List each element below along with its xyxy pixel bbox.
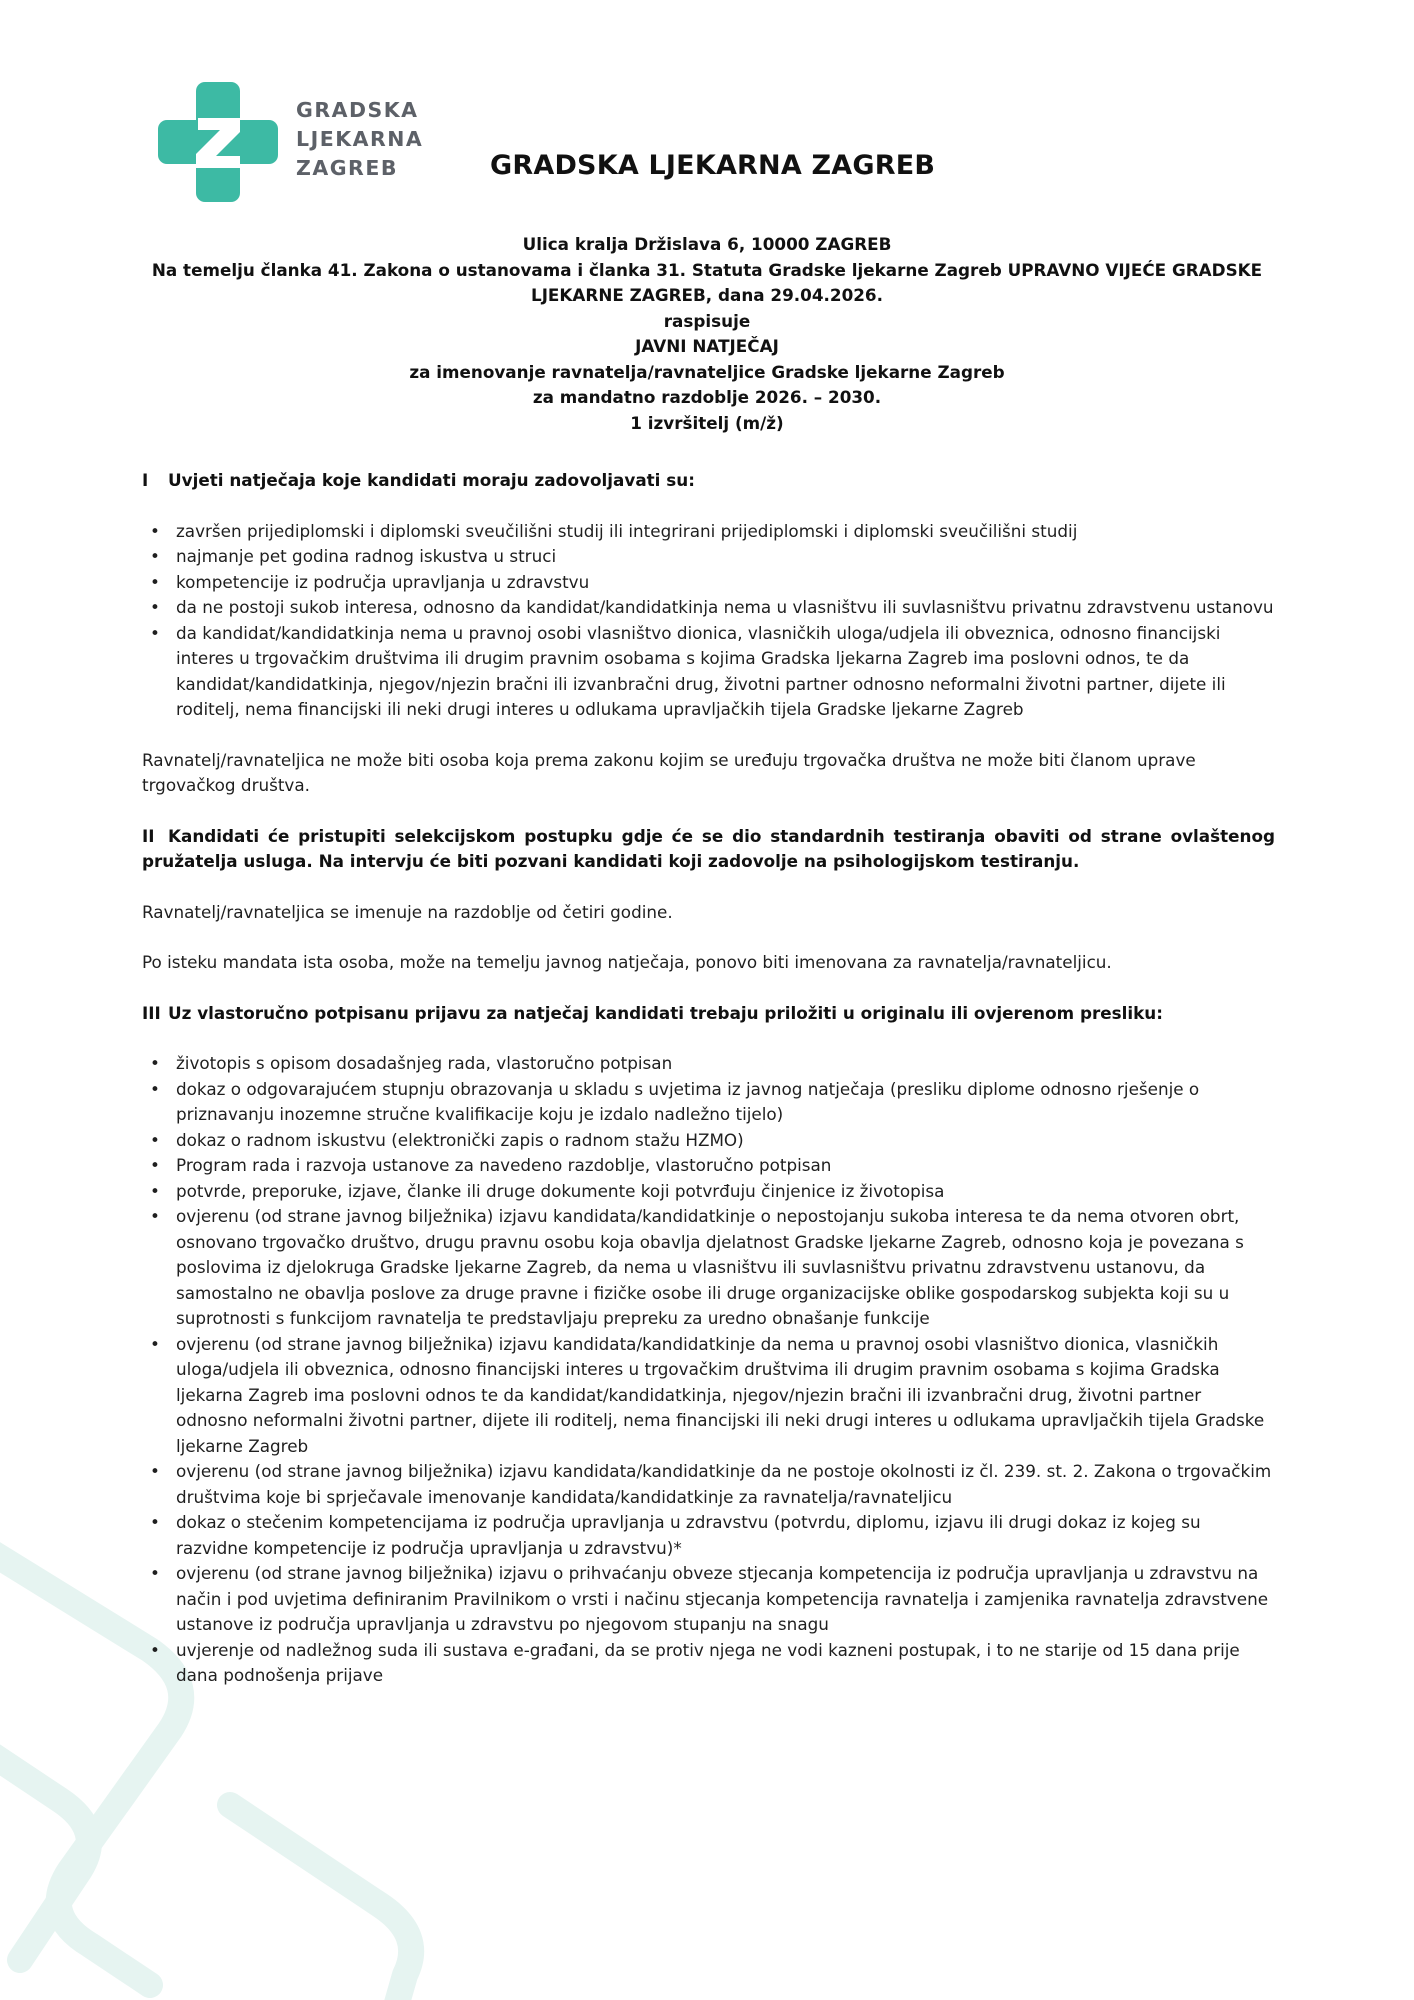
header-line: JAVNI NATJEČAJ [635, 336, 779, 356]
paragraph: Po isteku mandata ista osoba, može na temelju javnog natječaja, ponovo biti imenovana za ravnatelja/ravnateljicu. [142, 952, 1112, 972]
header-line: za imenovanje ravnatelja/ravnateljice Gradske ljekarne Zagreb [409, 361, 1005, 382]
logo-word: GRADSKA [296, 98, 419, 122]
logo-wordmark [296, 96, 423, 183]
section-number: I [142, 470, 149, 490]
list-item: • da ne postoji sukob interesa, odnosno da kandidat/kandidatkinja nema u vlasništvu ili suvlasništvu privatnu zdravstvenu ustanovu [142, 595, 1275, 621]
list-item: • završen prijediplomski i diplomski sveučilišni studij ili integrirani prijediplomski i diplomski sveučilišni studij [142, 519, 1275, 545]
brand-logo [156, 80, 456, 210]
list-item: • životopis s opisom dosadašnjeg rada, vlastoručno potpisan [142, 1051, 1275, 1077]
logo-word: LJEKARNA [296, 127, 424, 151]
list-item: • dokaz o odgovarajućem stupnju obrazovanja u skladu s uvjetima iz javnog natječaja (presliku diplome odnosno rješenje o priznavanju inozemne stručne kvalifikacije koju je izdalo nadležno tijelo) [142, 1077, 1275, 1128]
list-item: • ovjerenu (od strane javnog bilježnika) izjavu kandidata/kandidatkinje da ne postoje okolnosti iz čl. 239. st. 2. Zakona o trgovačkim društvima koje bi sprječavale imenovanje kandidata/kandidatkinje za ravnatelja/ravnateljicu [142, 1459, 1275, 1510]
document-body [142, 468, 1275, 1689]
section-2-heading [142, 824, 1275, 875]
list-item: • kompetencije iz područja upravljanja u zdravstvu [142, 570, 1275, 596]
section-3-list [142, 1051, 1275, 1689]
section-heading-text: Uvjeti natječaja koje kandidati moraju zadovoljavati su: [168, 470, 695, 490]
page-title: GRADSKA LJEKARNA ZAGREB [490, 150, 936, 181]
section-1-list [142, 519, 1275, 723]
list-item: • da kandidat/kandidatkinja nema u pravnoj osobi vlasništvo dionica, vlasničkih uloga/udjela ili obveznica, odnosno financijski interes u trgovačkim društvima ili drugim pravnim osobama s kojima Gradska ljekarna Zagreb ima poslovni odnos, te da kandidat/kandidatkinja, njegov/njezin bračni ili izvanbračni drug, životni partner odnosno neformalni životni partner, dijete ili roditelj, nema financijski ili neki drugi interes u odlukama upravljačkih tijela Gradske ljekarne Zagreb [142, 621, 1275, 723]
list-item: • potvrde, preporuke, izjave, članke ili druge dokumente koji potvrđuju činjenice iz životopisa [142, 1179, 1275, 1205]
header-block [140, 232, 1274, 436]
paragraph: Ravnatelj/ravnateljica se imenuje na razdoblje od četiri godine. [142, 901, 673, 922]
list-item: • dokaz o stečenim kompetencijama iz područja upravljanja u zdravstvu (potvrdu, diplomu, izjavu ili drugi dokaz iz kojeg su razvidne kompetencije iz područja upravljanja u zdravstvu)* [142, 1510, 1275, 1561]
section-number: III [142, 1002, 161, 1023]
list-item: • uvjerenje od nadležnog suda ili sustava e-građani, da se protiv njega ne vodi kazneni postupak, i to ne starije od 15 dana prije dana podnošenja prijave [142, 1638, 1275, 1689]
list-item: • ovjerenu (od strane javnog bilježnika) izjavu o prihvaćanju obveze stjecanja kompetencija iz područja upravljanja u zdravstvu na način i pod uvjetima definiranim Pravilnikom o vrsti i načinu stjecanja kompetencija ravnatelja i zamjenika ravnatelja zdravstvene ustanove iz područja upravljanja u zdravstvu po njegovom stupanju na snagu [142, 1561, 1275, 1638]
section-heading-text: Uz vlastoručno potpisanu prijavu za natječaj kandidati trebaju priložiti u originalu ili ovjerenom presliku: [168, 1002, 1163, 1023]
list-item: • dokaz o radnom iskustvu (elektronički zapis o radnom stažu HZMO) [142, 1128, 1275, 1154]
section-3-heading [142, 1001, 1275, 1027]
section-number: II [142, 825, 155, 846]
header-address: Ulica kralja Držislava 6, 10000 ZAGREB [522, 234, 892, 254]
list-item: • ovjerenu (od strane javnog bilježnika) izjavu kandidata/kandidatkinje o nepostojanju sukoba interesa te da nema otvoren obrt, osnovano trgovačko društvo, drugu pravnu osobu koja obavlja djelatnost Gradske ljekarne Zagreb, odnosno koja je povezana s poslovima iz djelokruga Gradske ljekarne Zagreb, da nema u vlasništvu ili suvlasništvu privatnu zdravstvenu ustanovu, da samostalno ne obavlja poslove za druge pravne i fizičke osobe ili druge organizacijske oblike gospodarskog subjekta koji su u suprotnosti s funkcijom ravnatelja te predstavljaju prepreku za uredno obnašanje funkcije [142, 1204, 1275, 1332]
section-heading-text: Kandidati će pristupiti selekcijskom postupku gdje će se dio standardnih testiranja obaviti od strane ovlaštenog pružatelja usluga. Na intervju će biti pozvani kandidati koji zadovolje na psihologijskom testiranju. [142, 825, 1275, 871]
list-item: • najmanje pet godina radnog iskustva u struci [142, 544, 1275, 570]
section-1-note: Ravnatelj/ravnateljica ne može biti osoba koja prema zakonu kojim se uređuju trgovačka društva ne može biti članom uprave trgovačkog društva. [142, 749, 1196, 795]
cross-z-logo-icon [156, 80, 280, 204]
list-item: • Program rada i razvoja ustanove za navedeno razdoblje, vlastoručno potpisan [142, 1153, 1275, 1179]
header-line: raspisuje [663, 310, 751, 331]
header-line: LJEKARNE ZAGREB, dana 29.04.2026. [531, 285, 883, 305]
list-item: • ovjerenu (od strane javnog bilježnika) izjavu kandidata/kandidatkinje da nema u pravnoj osobi vlasništvo dionica, vlasničkih uloga/udjela ili obveznica, odnosno financijski interes u trgovačkim društvima ili drugim pravnim osobama s kojima Gradska ljekarna Zagreb ima poslovni odnos te da kandidat/kandidatkinja, njegov/njezin bračni ili izvanbračni drug, životni partner odnosno neformalni životni partner, dijete ili roditelj, nema financijski ili neki drugi interes u odlukama upravljačkih tijela Gradske ljekarne Zagreb [142, 1332, 1275, 1460]
header-line: Na temelju članka 41. Zakona o ustanovama i članka 31. Statuta Gradske ljekarne Zagreb UPRAVNO VIJEĆE GRADSKE [151, 259, 1263, 280]
section-1-heading [142, 468, 1275, 494]
header-line: 1 izvršitelj (m/ž) [630, 412, 784, 433]
header-line: za mandatno razdoblje 2026. – 2030. [532, 387, 882, 407]
logo-word: ZAGREB [296, 156, 398, 180]
